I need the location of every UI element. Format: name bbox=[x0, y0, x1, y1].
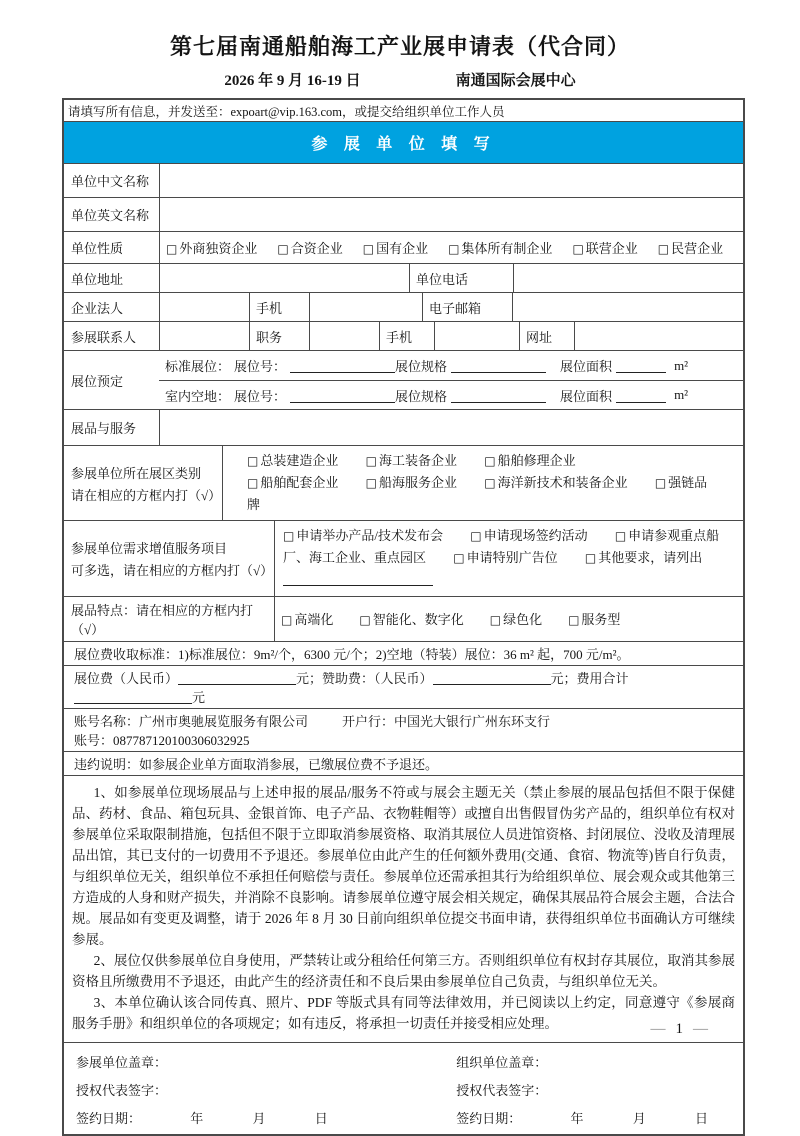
booth-spec-blank bbox=[451, 358, 546, 373]
total-unit: 元 bbox=[192, 689, 206, 705]
checkbox-option bbox=[166, 238, 257, 257]
checkbox-label: 合资企业 bbox=[290, 241, 343, 256]
checkbox-label: 申请特别广告位 bbox=[466, 550, 558, 566]
organizer-sign-label: 授权代表签字： bbox=[456, 1083, 548, 1099]
features-options bbox=[274, 597, 743, 641]
checkbox-icon: □ bbox=[247, 454, 259, 468]
zone-options bbox=[222, 446, 743, 520]
checkbox-icon: □ bbox=[657, 242, 670, 256]
services-label bbox=[64, 521, 274, 595]
checkbox-icon: □ bbox=[568, 613, 580, 628]
booth-area-blank bbox=[616, 388, 666, 403]
cn-name-field bbox=[159, 164, 743, 197]
exhibitor-date-line bbox=[76, 1108, 438, 1127]
booth-area-unit: m² bbox=[674, 357, 689, 373]
contact-row bbox=[64, 321, 743, 350]
checkbox-option bbox=[366, 453, 457, 468]
day-label: 日 bbox=[695, 1111, 709, 1127]
zone-options-line2 bbox=[247, 472, 735, 516]
checkbox-option bbox=[366, 475, 457, 490]
checkbox-icon: □ bbox=[489, 613, 502, 628]
phone-label: 单位电话 bbox=[409, 264, 513, 292]
day-label: 日 bbox=[314, 1111, 328, 1127]
checkbox-option bbox=[283, 528, 443, 543]
checkbox-label: 外商独资企业 bbox=[179, 241, 258, 256]
nature-label: 单位性质 bbox=[71, 241, 124, 256]
checkbox-option bbox=[484, 453, 575, 468]
booth-area-blank bbox=[616, 358, 666, 373]
legal-person-row bbox=[64, 292, 743, 321]
checkbox-label: 联营企业 bbox=[585, 241, 638, 256]
terms-block bbox=[64, 776, 743, 1043]
checkbox-option bbox=[448, 238, 552, 257]
checkbox-option bbox=[658, 238, 723, 257]
services-label-line2: 可多选，请在相应的方框内打（√） bbox=[71, 562, 274, 578]
checkbox-icon: □ bbox=[572, 242, 584, 256]
email-field bbox=[512, 293, 743, 321]
page-number-value: 1 bbox=[675, 1021, 683, 1037]
terms-paragraph-3: 3、本单位确认该合同传真、照片、PDF 等版式具有同等法律效用，并已阅读以上约定，同意遵守《参展商服务手册》和组织单位的各项规定；如有违反，将承担一切责任并接受相应处理。 bbox=[72, 995, 735, 1032]
services-options bbox=[274, 521, 743, 595]
en-name-field bbox=[159, 198, 743, 231]
legal-person-label: 企业法人 bbox=[71, 300, 124, 316]
section-header-bar bbox=[64, 121, 743, 163]
exhibitor-seal-label: 参展单位盖章： bbox=[76, 1055, 168, 1071]
terms-paragraph-2: 2、展位仅供参展单位自身使用，严禁转让或分租给任何第三方。否则组织单位有权封存其展位，取消其参展资格且所缴费用不予退还，由此产生的经济责任和不良后果由参展单位自己负责，与组织单位无关。 bbox=[72, 952, 735, 989]
checkbox-option bbox=[363, 238, 428, 257]
total-label: 元；费用合计 bbox=[550, 670, 629, 686]
zone-category-row bbox=[64, 445, 743, 520]
page-number-dash: — bbox=[650, 1021, 666, 1037]
checkbox-option bbox=[453, 550, 557, 565]
checkbox-option bbox=[359, 609, 463, 628]
en-name-row bbox=[64, 197, 743, 231]
month-label: 月 bbox=[632, 1111, 646, 1127]
fee-standard-row bbox=[64, 641, 743, 665]
contact-field bbox=[159, 322, 249, 350]
cn-name-label: 单位中文名称 bbox=[71, 174, 150, 189]
checkbox-icon: □ bbox=[584, 551, 597, 566]
address-field bbox=[159, 264, 409, 292]
checkbox-option bbox=[247, 453, 338, 468]
other-request-blank bbox=[283, 571, 433, 586]
application-form-table bbox=[62, 98, 745, 1136]
checkbox-label: 绿色化 bbox=[503, 612, 543, 628]
phone-field bbox=[513, 264, 743, 292]
zone-options-line1 bbox=[247, 450, 735, 472]
total-blank bbox=[74, 689, 192, 704]
website-field bbox=[574, 322, 743, 350]
sponsor-label: 元；赞助费：（人民币） bbox=[296, 670, 433, 686]
checkbox-label: 申请举办产品/技术发布会 bbox=[296, 528, 443, 544]
legal-person-field bbox=[159, 293, 249, 321]
checkbox-option bbox=[281, 609, 333, 628]
checkbox-icon: □ bbox=[448, 242, 460, 256]
checkbox-label: 总装建造企业 bbox=[260, 453, 339, 468]
en-name-label: 单位英文名称 bbox=[71, 208, 150, 223]
checkbox-option bbox=[484, 475, 627, 490]
signature-row bbox=[64, 1042, 743, 1134]
nature-row bbox=[64, 231, 743, 263]
features-row bbox=[64, 596, 743, 641]
booth-area-label: 展位面积 bbox=[560, 388, 613, 404]
raw-space-line bbox=[159, 380, 743, 409]
page-title: 第七届南通船舶海工产业展申请表（代合同） bbox=[169, 34, 630, 59]
features-label: 展品特点：请在相应的方框内打（√） bbox=[71, 602, 254, 637]
checkbox-icon: □ bbox=[654, 476, 667, 491]
checkbox-option bbox=[568, 609, 620, 628]
fee-amount-row bbox=[64, 665, 743, 708]
terms-row bbox=[64, 775, 743, 1043]
checkbox-label: 国有企业 bbox=[376, 241, 429, 256]
fill-notice-row bbox=[64, 100, 743, 121]
bank-account-row bbox=[64, 708, 743, 751]
year-label: 年 bbox=[570, 1111, 584, 1127]
checkbox-label: 海工装备企业 bbox=[378, 453, 457, 468]
organizer-seal-label: 组织单位盖章： bbox=[456, 1055, 548, 1071]
page-number bbox=[641, 1021, 719, 1038]
section-title: 参 展 单 位 填 写 bbox=[311, 136, 496, 153]
year-label: 年 bbox=[190, 1111, 204, 1127]
exhibitor-signature-block bbox=[64, 1043, 444, 1134]
checkbox-label: 船舶修理企业 bbox=[497, 453, 576, 468]
checkbox-label: 船海服务企业 bbox=[378, 475, 457, 491]
booth-reservation-label: 展位预定 bbox=[71, 373, 124, 389]
nature-options bbox=[159, 232, 743, 263]
document-header bbox=[0, 0, 800, 90]
booth-reservation-row bbox=[64, 350, 743, 409]
event-info bbox=[0, 69, 800, 90]
checkbox-icon: □ bbox=[362, 242, 375, 256]
checkbox-label: 集体所有制企业 bbox=[461, 241, 553, 256]
booth-reservation-lines bbox=[159, 351, 743, 409]
exhibits-row bbox=[64, 409, 743, 445]
mobile-field bbox=[309, 293, 422, 321]
checkbox-icon: □ bbox=[281, 613, 293, 628]
checkbox-label: 高端化 bbox=[294, 612, 334, 628]
checkbox-label: 申请参观重点船厂、海工企业、重点园区 bbox=[283, 528, 720, 566]
checkbox-icon: □ bbox=[277, 242, 289, 256]
address-label: 单位地址 bbox=[71, 271, 124, 287]
contact-label: 参展联系人 bbox=[71, 329, 137, 345]
booth-no-blank bbox=[290, 388, 395, 403]
booth-type-label: 室内空地： bbox=[165, 388, 231, 404]
exhibits-field bbox=[159, 410, 743, 445]
exhibits-label: 展品与服务 bbox=[71, 421, 137, 436]
checkbox-icon: □ bbox=[484, 454, 496, 468]
checkbox-icon: □ bbox=[614, 529, 627, 544]
checkbox-icon: □ bbox=[453, 551, 465, 566]
booth-spec-label: 展位规格 bbox=[395, 359, 448, 374]
checkbox-label: 其他要求，请列出 bbox=[598, 550, 703, 566]
date-label: 签约日期： bbox=[456, 1111, 522, 1127]
checkbox-icon: □ bbox=[283, 529, 295, 544]
checkbox-icon: □ bbox=[359, 613, 371, 628]
booth-area-unit: m² bbox=[674, 387, 689, 402]
checkbox-option bbox=[247, 475, 338, 490]
contact-mobile-label: 手机 bbox=[379, 322, 434, 350]
checkbox-option bbox=[572, 238, 637, 257]
fee-blank bbox=[178, 670, 296, 685]
zone-label-line1: 参展单位所在展区类别 bbox=[71, 465, 202, 481]
checkbox-label: 海洋新技术和装备企业 bbox=[497, 475, 628, 491]
position-label: 职务 bbox=[249, 322, 309, 350]
email-label: 电子邮箱 bbox=[422, 293, 512, 321]
month-label: 月 bbox=[252, 1111, 266, 1127]
account-name: 账号名称：广州市奥驰展览服务有限公司 bbox=[74, 713, 309, 729]
organizer-signature-block bbox=[444, 1043, 743, 1134]
checkbox-icon: □ bbox=[365, 454, 377, 468]
mobile-label: 手机 bbox=[249, 293, 309, 321]
standard-booth-line bbox=[159, 351, 743, 380]
website-label: 网址 bbox=[519, 322, 574, 350]
booth-area-label: 展位面积 bbox=[560, 359, 613, 374]
booth-no-blank bbox=[290, 358, 395, 373]
bank-name: 开户行：中国光大银行广州东环支行 bbox=[342, 713, 551, 729]
checkbox-label: 服务型 bbox=[581, 612, 621, 628]
checkbox-icon: □ bbox=[247, 476, 259, 491]
address-row bbox=[64, 263, 743, 292]
checkbox-option bbox=[277, 238, 342, 257]
date-label: 签约日期： bbox=[76, 1111, 142, 1127]
fill-notice-text: 请填写所有信息，并发送至：expoart@vip.163.com，或提交给组织单位工作人员 bbox=[68, 104, 505, 119]
checkbox-icon: □ bbox=[484, 476, 496, 491]
booth-no-label: 展位号： bbox=[234, 359, 287, 374]
checkbox-icon: □ bbox=[365, 476, 377, 491]
event-date: 2026 年 9 月 16-19 日 bbox=[224, 73, 361, 89]
checkbox-label: 强链品牌 bbox=[247, 475, 708, 513]
contact-mobile-field bbox=[434, 322, 519, 350]
page-number-dash: — bbox=[693, 1021, 708, 1037]
checkbox-label: 申请现场签约活动 bbox=[483, 528, 588, 544]
fee-label: 展位费（人民币） bbox=[74, 670, 179, 686]
zone-label-line2: 请在相应的方框内打（√） bbox=[71, 487, 222, 503]
booth-no-label: 展位号： bbox=[234, 388, 287, 404]
organizer-date-line bbox=[456, 1108, 737, 1127]
checkbox-label: 智能化、数字化 bbox=[372, 612, 464, 628]
checkbox-option bbox=[490, 609, 542, 628]
checkbox-icon: □ bbox=[470, 529, 482, 544]
sponsor-blank bbox=[433, 670, 551, 685]
services-label-line1: 参展单位需求增值服务项目 bbox=[71, 540, 228, 556]
terms-paragraph-1: 1、如参展单位现场展品与上述申报的展品/服务不符或与展会主题无关（禁止参展的展品包括但不限于保健品、药材、食品、箱包玩具、金银首饰、电子产品、衣物鞋帽等）或擅自出售假冒伪劣产品的，组织单位有权对参展单位采取限制措施，包括但不限于立即取消参展资格、取消其展位人员进馆资格、封闭展位、没收及清理展品出馆，其已支付的一切费用不予退还。参展单位由此产生的任何额外费用(交通、食宿、物流等)皆自行负责，与组织单位无关，组织单位不承担任何赔偿与责任。参展单位还需承担其行为给组织单位、展会观众或其他第三方造成的人身和财产损失，并消除不良影响。请参展单位遵守展会相关规定，确保其展品符合展会主题，合法合规。展品如有变更及调整，请于 2026 年 8 月 30 日前向组织单位提交书面申请，获得组织单位书面确认方可继续参展。 bbox=[72, 784, 735, 947]
checkbox-label: 民营企业 bbox=[671, 241, 724, 256]
position-field bbox=[309, 322, 379, 350]
booth-type-label: 标准展位： bbox=[165, 359, 231, 374]
services-row bbox=[64, 520, 743, 595]
checkbox-icon: □ bbox=[166, 242, 178, 256]
exhibitor-sign-label: 授权代表签字： bbox=[76, 1083, 168, 1099]
checkbox-label: 船舶配套企业 bbox=[260, 475, 339, 491]
account-number: 账号：087787120100306032925 bbox=[74, 732, 250, 748]
fee-standard-text: 展位费收取标准：1)标准展位：9m²/个，6300 元/个；2)空地（特装）展位：36 m² 起，700 元/m²。 bbox=[74, 646, 630, 662]
checkbox-option bbox=[470, 528, 587, 543]
breach-text: 违约说明：如参展企业单方面取消参展，已缴展位费不予退还。 bbox=[74, 756, 439, 772]
cn-name-row bbox=[64, 163, 743, 197]
booth-spec-label: 展位规格 bbox=[395, 388, 448, 404]
booth-spec-blank bbox=[451, 388, 546, 403]
zone-category-label bbox=[64, 446, 222, 520]
breach-row bbox=[64, 751, 743, 775]
event-venue: 南通国际会展中心 bbox=[455, 73, 576, 89]
